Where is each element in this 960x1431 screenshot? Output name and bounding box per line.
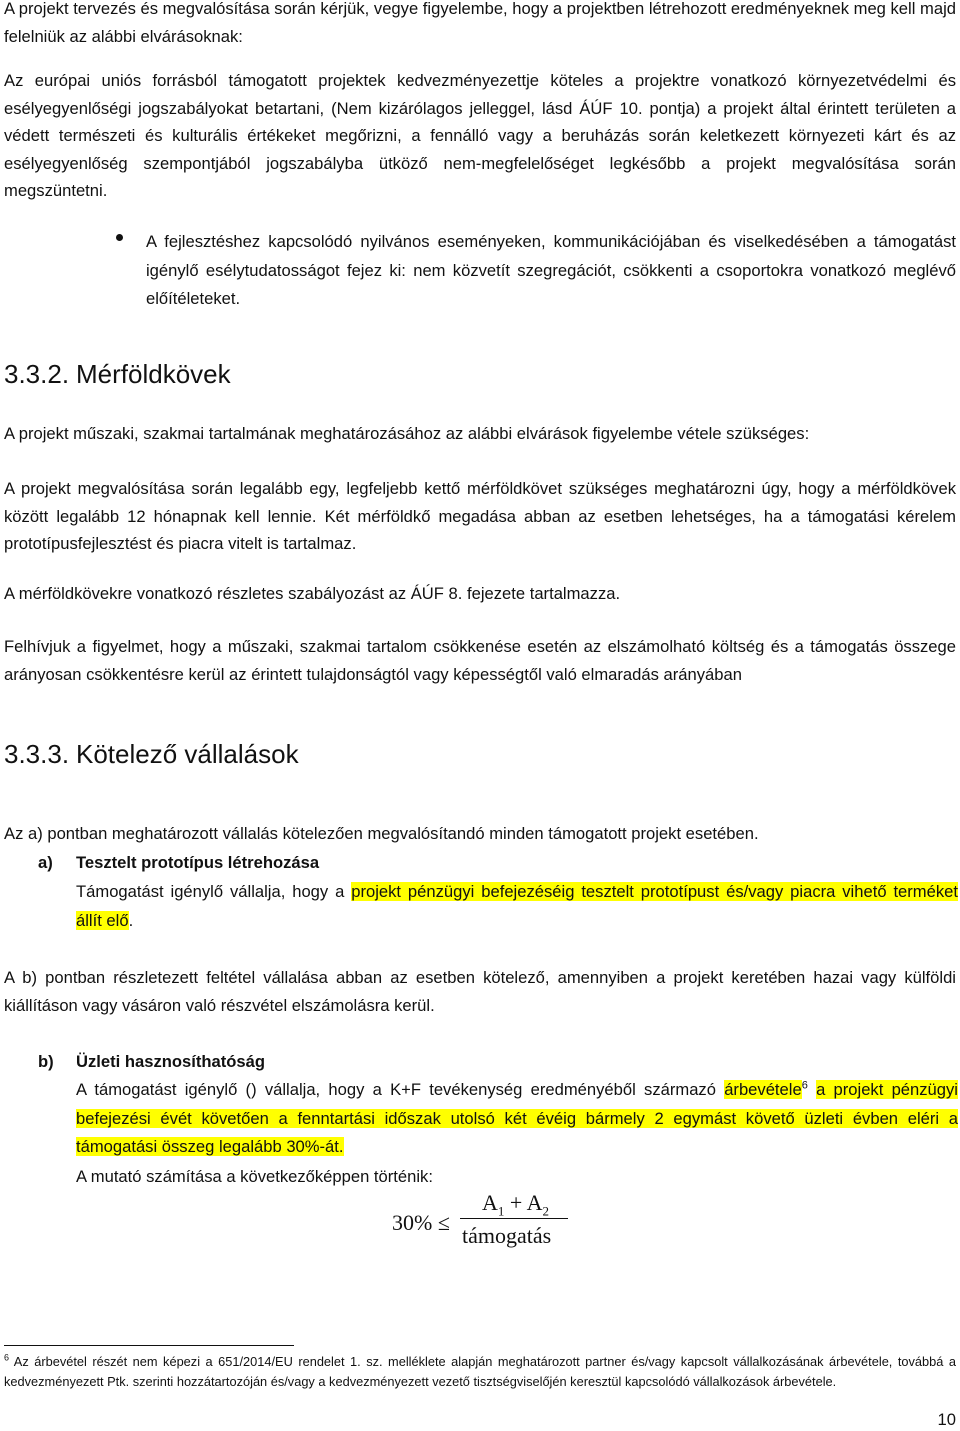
milestones-paragraph-4: Felhívjuk a figyelmet, hogy a műszaki, szakmai tartalom csökkenése esetén az elszámolható költség és a támogatás összege arányosan csökkentésre kerül az érintett tulajdonságtól vagy képességtől való elmaradás arányában (4, 637, 956, 684)
highlighted-text: árbevétele (724, 1080, 802, 1099)
calculation-intro: A mutató számítása a következőképpen történik: (76, 1167, 433, 1186)
formula (392, 1190, 592, 1260)
milestones-paragraph-1: A projekt műszaki, szakmai tartalmának meghatározásához az alábbi elvárások figyelembe vétele szükséges: (4, 424, 810, 443)
bullet-icon (116, 234, 123, 241)
formula-numerator: $A_1 + A_2$ (482, 1190, 549, 1219)
footnote (4, 1352, 956, 1392)
milestones-paragraph-3: A mérföldkövekre vonatkozó részletes szabályozást az ÁÚF 8. fejezete tartalmazza. (4, 584, 621, 603)
bullet-item-public-events: A fejlesztéshez kapcsolódó nyilvános eseményeken, kommunikációjában és viselkedésében a támogatást igénylő esélytudatosságot fejez ki: nem közvetít szegregációt, csökkenti a csoportokra vonatkozó meglévő előítéleteket. (146, 232, 956, 308)
list-label-b: b) (38, 1052, 54, 1071)
section-number: 3.3.2. (4, 359, 70, 389)
intro-paragraph: A projekt tervezés és megvalósítása során kérjük, vegye figyelembe, hogy a projektben létrehozott eredményeknek meg kell majd felelniük az alábbi elvárásoknak: (4, 0, 956, 46)
section-title: Mérföldkövek (76, 359, 231, 389)
formula-denominator: támogatás (462, 1223, 552, 1248)
eu-obligations-paragraph: Az európai uniós forrásból támogatott projektek kedvezményezettje köteles a projektre vonatkozó környezetvédelmi és esélyegyenlőségi jogszabályokat betartani, (Nem kizárólagos jelleggel, lásd ÁÚF 10. pontja) a projekt által érintett területen a védett természeti és kulturális értékeket megőrizni, a fennálló vagy a beruházás során keletkezett környezeti kárt és az esélyegyenlőség szempontjából jogszabályba ütköző nem-megfelelőséget legkésőbb a projekt megvalósítása során megszüntetni. (4, 71, 956, 200)
footnote-reference[interactable]: 6 (801, 1079, 808, 1092)
list-body-a (76, 878, 958, 935)
fraction-bar (460, 1218, 568, 1219)
highlighted-text: projekt pénzügyi befejezéséig tesztelt prototípust és/vagy piacra vihető terméket állít elő (76, 882, 958, 930)
section-heading-milestones (4, 358, 231, 390)
footnote-text: Az árbevétel részét nem képezi a 651/2014/EU rendelet 1. sz. melléklete alapján meghatározott partner és/vagy kapcsolt vállalkozásának árbevétele, továbbá a kedvezményezett Ptk. szerinti hozzátartozóján és/vagy a kedvezményezett vezető tisztségviselőjén keresztül kapcsolódó vállalkozások árbevétele. (4, 1354, 956, 1389)
list-body-a-text: Támogatást igénylő vállalja, hogy a (76, 882, 352, 901)
milestones-paragraph-2: A projekt megvalósítása során legalább egy, legfeljebb kettő mérföldkövet szükséges meghatározni úgy, hogy a mérföldkövek között legalább 12 hónapnak kell lennie. Két mérföldkő megadása abban az esetben lehetséges, ha a támogatási kérelem prototípusfejlesztést és piacra vitelt is tartalmaz. (4, 479, 956, 553)
list-title-b: Üzleti hasznosíthatóság (76, 1052, 266, 1071)
list-body-a-end: . (128, 910, 134, 930)
section-number: 3.3.3. (4, 739, 70, 769)
section-title: Kötelező vállalások (76, 739, 299, 769)
list-body-b-text: A támogatást igénylő () vállalja, hogy a K+F tevékenység eredményéből származó (76, 1080, 725, 1099)
list-body-b (76, 1076, 958, 1162)
commitments-paragraph-2: A b) pontban részletezett feltétel vállalása abban az esetben kötelező, amennyiben a projekt keretében hazai vagy külföldi kiállításon vagy vásáron való részvétel elszámolásra kerül. (4, 968, 956, 1015)
footnote-number: 6 (4, 1352, 10, 1363)
highlighted-text: a projekt pénzügyi befejezési évét követően a fenntartási időszak utolsó két évéig bármely 2 egymást követő üzleti évben eléri a támogatási összeg legalább 30%-át. (76, 1080, 958, 1156)
formula-lhs: 30% ≤ (392, 1210, 450, 1235)
section-heading-commitments (4, 738, 299, 770)
list-label-a: a) (38, 853, 53, 872)
footnote-divider (4, 1345, 294, 1346)
commitments-paragraph-1: Az a) pontban meghatározott vállalás kötelezően megvalósítandó minden támogatott projekt esetében. (4, 824, 759, 843)
list-title-a: Tesztelt prototípus létrehozása (76, 853, 320, 872)
page-number: 10 (937, 1410, 956, 1429)
